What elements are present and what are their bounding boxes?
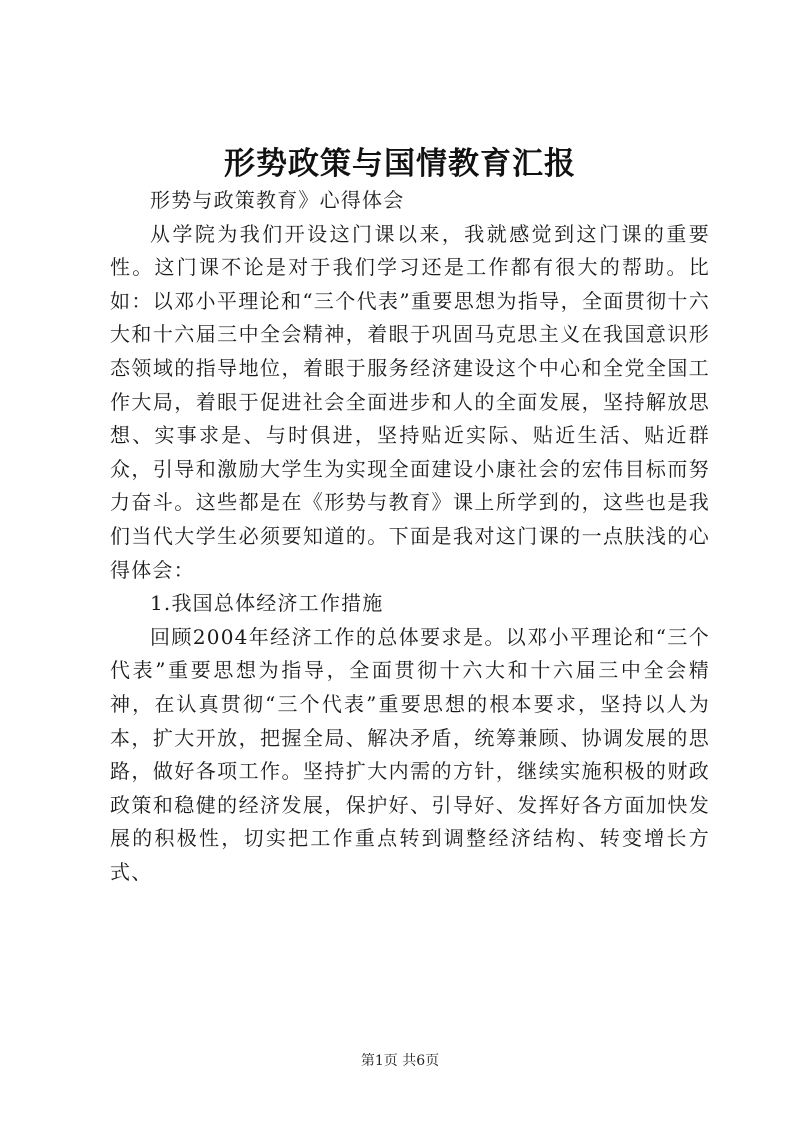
intro-paragraph: 从学院为我们开设这门课以来，我就感觉到这门课的重要性。这门课不论是对于我们学习还是工作都有很大的帮助。比如：以邓小平理论和“三个代表”重要思想为指导，全面贯彻十六大和十六届三中全会精神，着眼于巩固马克思主义在我国意识形态领域的指导地位，着眼于服务经济建设这个中心和全党全国工作大局，着眼于促进社会全面进步和人的全面发展，坚持解放思想、实事求是、与时俱进，坚持贴近实际、贴近生活、贴近群众，引导和激励大学生为实现全面建设小康社会的宏伟目标而努力奋斗。这些都是在《形势与教育》课上所学到的，这些也是我们当代大学生必须要知道的。下面是我对这门课的一点肤浅的心得体会： <box>110 221 710 582</box>
review-paragraph: 回顾2004年经济工作的总体要求是。以邓小平理论和“三个代表”重要思想为指导，全面贯彻十六大和十六届三中全会精神，在认真贯彻“三个代表”重要思想的根本要求，坚持以人为本，扩大开放，把握全局、解决矛盾，统筹兼顾、协调发展的思路，做好各项工作。坚持扩大内需的方针，继续实施积极的财政政策和稳健的经济发展，保护好、引导好、发挥好各方面加快发展的积极性，切实把工作重点转到调整经济结构、转变增长方式、 <box>110 624 710 884</box>
document-title: 形势政策与国情教育汇报 <box>224 146 576 182</box>
section-heading: 1.我国总体经济工作措施 <box>150 591 384 616</box>
document-body <box>110 184 710 889</box>
page-number-footer: 第1页 共6页 <box>360 1053 440 1069</box>
subtitle-paragraph: 形势与政策教育》心得体会 <box>150 188 405 212</box>
